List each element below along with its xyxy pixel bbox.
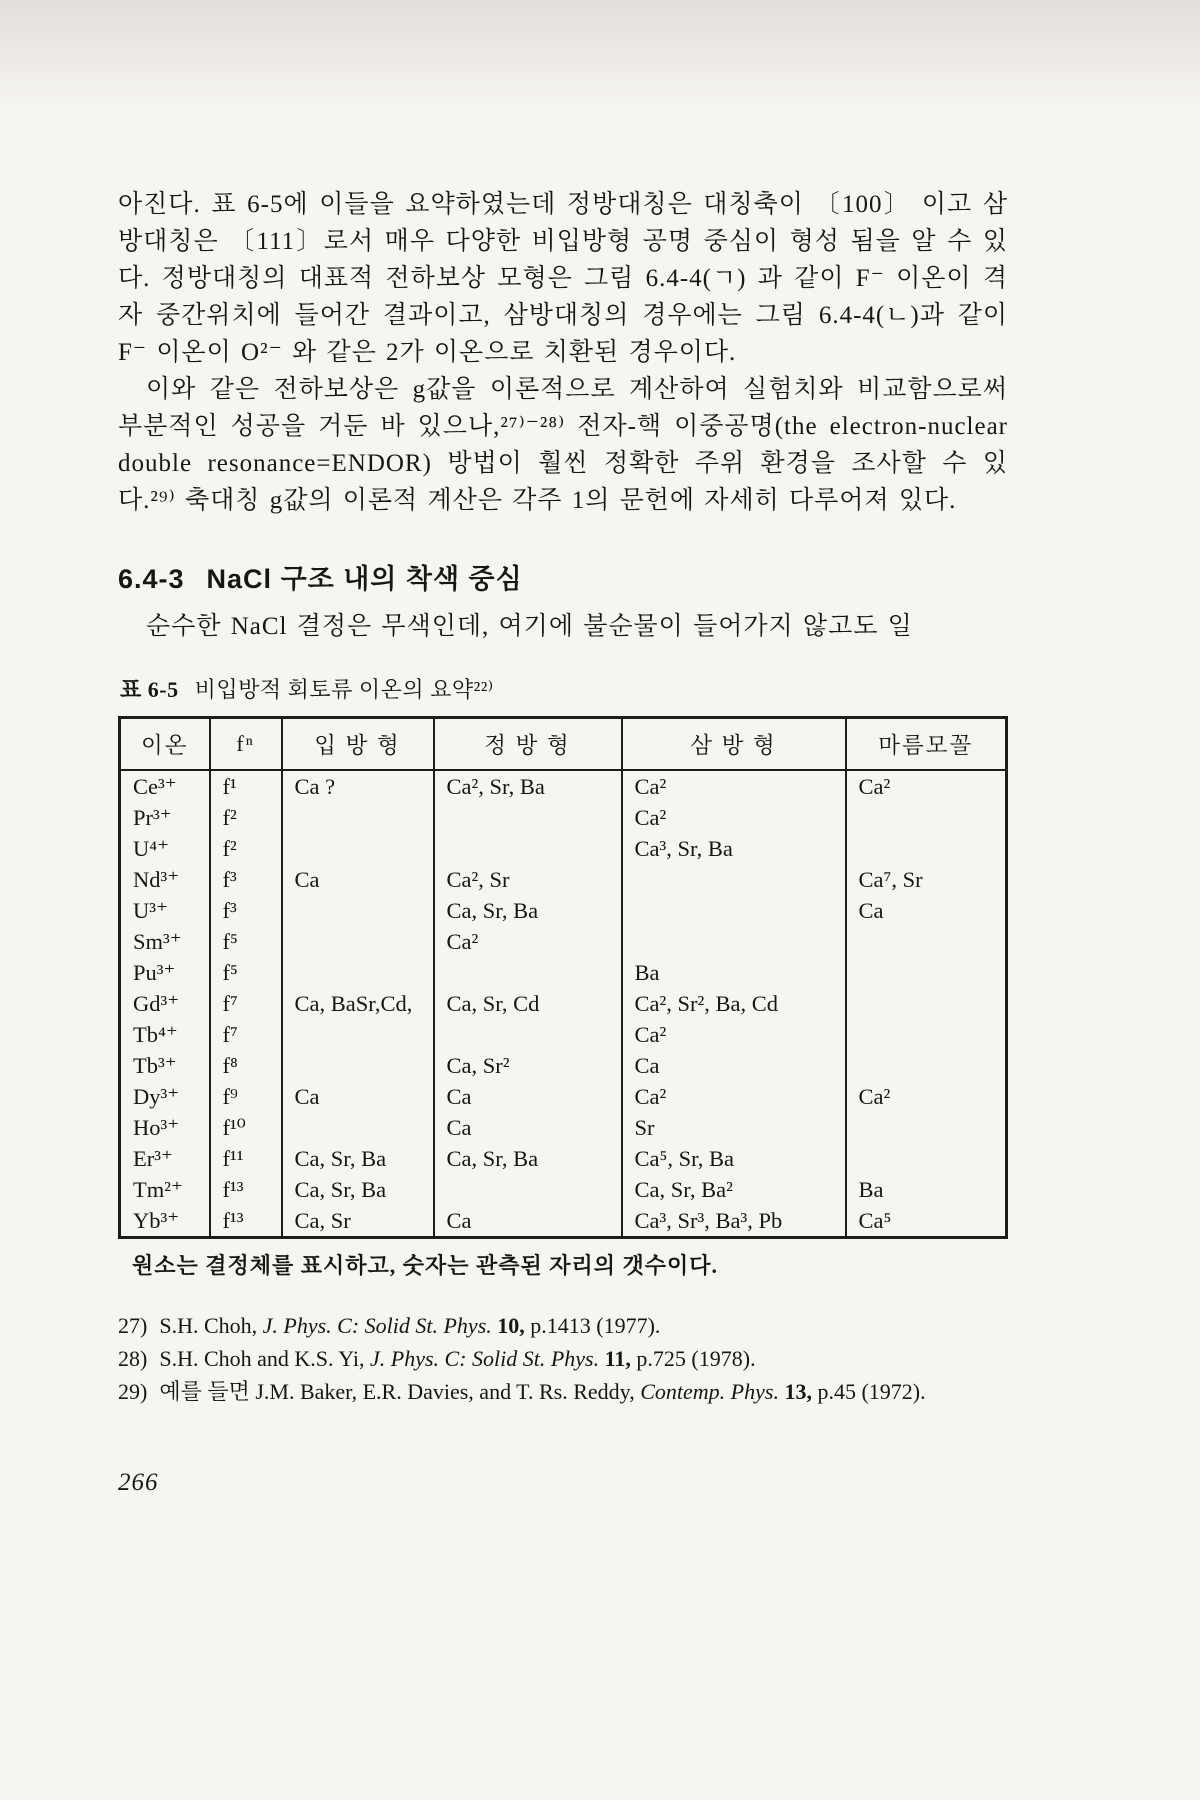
table-cell: Ca, BaSr,Cd, (282, 988, 434, 1019)
table-cell: Yb³⁺ (133, 1207, 180, 1233)
table-cell: Ca (282, 1081, 434, 1112)
table-cell: f⁹ (210, 1081, 282, 1112)
reference-item (118, 1310, 1008, 1341)
table-cell: f³ (210, 895, 282, 926)
table-cell (434, 1019, 622, 1050)
table-cell (846, 1050, 1007, 1081)
table-cell: f¹³ (210, 1205, 282, 1238)
table-cell: U³⁺ (133, 897, 168, 923)
table-footnote: 원소는 결정체를 표시하고, 숫자는 관측된 자리의 갯수이다. (132, 1253, 719, 1278)
reference-text: 11, (604, 1346, 631, 1371)
table-cell: f¹³ (210, 1174, 282, 1205)
table-row (120, 957, 1007, 988)
table-cell: Ca, Sr, Ba (282, 1174, 434, 1205)
table-cell: Ca (434, 1081, 622, 1112)
table-cell: Gd³⁺ (133, 990, 180, 1016)
table-cell: f⁵ (210, 957, 282, 988)
table-cell: Ca² (622, 802, 846, 833)
table-cell (846, 1019, 1007, 1050)
table-cell (846, 926, 1007, 957)
table-row (120, 1143, 1007, 1174)
table-row (120, 833, 1007, 864)
table-cell: Ca² (622, 1081, 846, 1112)
page-number: 266 (118, 1469, 159, 1496)
table-cell: Ca, Sr, Cd (434, 988, 622, 1019)
table-cell: Ca² (846, 1081, 1007, 1112)
table-cell: f² (210, 833, 282, 864)
table-cell: Ce³⁺ (133, 773, 177, 799)
reference-text: 13, (784, 1379, 812, 1404)
table-cell: Ca (622, 1050, 846, 1081)
scan-shading (0, 0, 1200, 140)
paragraph-2: 이와 같은 전하보상은 g값을 이론적으로 계산하여 실험치와 비교함으로써 부분적인 성공을 거둔 바 있으나,²⁷⁾⁻²⁸⁾ 전자-핵 이중공명(the electron-nuclear double resonance=ENDOR) 방법이 훨씬 정확한 주위 환경을 조사할 수 있다.²⁹⁾ 축대칭 g값의 이론적 계산은 각주 1의 문헌에 자세히 다루어져 있다. (118, 376, 1008, 514)
reference-number: 27) (118, 1313, 148, 1338)
table-header-cell: 마름모꼴 (846, 718, 1007, 771)
table-header-cell: 이온 (120, 718, 210, 771)
table-cell: Ca² (846, 770, 1007, 802)
table-cell (846, 1112, 1007, 1143)
table-cell (622, 864, 846, 895)
table-cell: Ca, Sr² (434, 1050, 622, 1081)
table-row (120, 1112, 1007, 1143)
table-cell: Ca (434, 1112, 622, 1143)
page-content (118, 186, 1008, 1497)
table-cell (282, 833, 434, 864)
table-header-cell: 삼 방 형 (622, 718, 846, 771)
table-row (120, 864, 1007, 895)
table-cell (846, 802, 1007, 833)
reference-text: S.H. Choh, (159, 1313, 263, 1338)
table-cell: Ca³, Sr, Ba (622, 833, 846, 864)
reference-text: p.45 (1972). (811, 1379, 926, 1404)
table-cell: Ca, Sr, Ba (434, 1143, 622, 1174)
table-cell: Ca² (434, 926, 622, 957)
table-cell: Dy³⁺ (133, 1083, 180, 1109)
table-cell (282, 1019, 434, 1050)
reference-item (118, 1376, 1008, 1407)
table-row (120, 1050, 1007, 1081)
table-cell: Ca (282, 864, 434, 895)
section-heading (118, 557, 1008, 596)
table-cell (282, 802, 434, 833)
reference-text: 10, (497, 1313, 525, 1338)
table-cell (282, 1050, 434, 1081)
reference-text: 예를 들면 J.M. Baker, E.R. Davies, and T. Rs. Reddy, (159, 1379, 641, 1404)
table-caption-text: 비입방적 회토류 이온의 요약²²⁾ (194, 677, 494, 702)
references (118, 1310, 1008, 1407)
table-cell: Ca (846, 895, 1007, 926)
table-cell: Ca (434, 1205, 622, 1238)
table-cell: Nd³⁺ (133, 866, 180, 892)
table-cell: Sm³⁺ (133, 928, 182, 954)
reference-text: J. Phys. C: Solid St. Phys. (369, 1346, 600, 1371)
table-cell (282, 957, 434, 988)
table-cell (434, 1174, 622, 1205)
table-header-cell: fⁿ (210, 718, 282, 771)
section-title: NaCl 구조 내의 착색 중심 (206, 564, 523, 594)
table-cell (434, 833, 622, 864)
table-cell: U⁴⁺ (133, 835, 169, 861)
table-cell: Pu³⁺ (133, 959, 176, 985)
table-cell: Ca⁷, Sr (846, 864, 1007, 895)
rare-earth-ion-table (118, 716, 1008, 1239)
table-cell: Ca ? (282, 770, 434, 802)
table-cell: f⁸ (210, 1050, 282, 1081)
table-row (120, 1174, 1007, 1205)
table-cell: Ca, Sr, Ba (282, 1143, 434, 1174)
table-cell (846, 1143, 1007, 1174)
table-cell (622, 926, 846, 957)
table-cell: Ho³⁺ (133, 1114, 180, 1140)
table-cell: Ca⁵ (846, 1205, 1007, 1238)
table-body (120, 770, 1007, 1238)
table-cell (622, 895, 846, 926)
table-cell: Ca², Sr, Ba (434, 770, 622, 802)
reference-text: p.725 (1978). (630, 1346, 756, 1371)
table-row (120, 1019, 1007, 1050)
paragraph-3: 순수한 NaCl 결정은 무색인데, 여기에 불순물이 들어가지 않고도 일 (146, 613, 913, 640)
table-cell: Ca² (622, 1019, 846, 1050)
table-cell: Pr³⁺ (133, 804, 172, 830)
table-cell: Tm²⁺ (133, 1176, 183, 1202)
table-cell: f⁷ (210, 988, 282, 1019)
table-caption (120, 673, 1008, 704)
table-cell: Ca², Sr (434, 864, 622, 895)
table-caption-label: 표 6-5 (120, 677, 179, 702)
table-cell: f¹ (210, 770, 282, 802)
table-row (120, 1205, 1007, 1238)
table-cell: Ba (622, 957, 846, 988)
reference-text: S.H. Choh and K.S. Yi, (159, 1346, 370, 1371)
paragraph-1: 아진다. 표 6-5에 이들을 요약하였는데 정방대칭은 대칭축이 〔100〕 이고 삼방대칭은 〔111〕로서 매우 다양한 비입방형 공명 중심이 형성 됨을 알 수 있다. 정방대칭의 대표적 전하보상 모형은 그림 6.4-4(ㄱ) 과 같이 F⁻ 이온이 격자 중간위치에 들어간 결과이고, 삼방대칭의 경우에는 그림 6.4-4(ㄴ)과 같이 F⁻ 이온이 O²⁻ 와 같은 2가 이온으로 치환된 경우이다. (118, 191, 1008, 366)
table-cell (434, 802, 622, 833)
table-cell (846, 988, 1007, 1019)
section-number: 6.4-3 (118, 564, 185, 594)
table-cell: Ca⁵, Sr, Ba (622, 1143, 846, 1174)
reference-number: 29) (118, 1379, 148, 1404)
table-cell: Sr (622, 1112, 846, 1143)
reference-item (118, 1343, 1008, 1374)
table-cell: f¹⁰ (210, 1112, 282, 1143)
table-cell: Tb⁴⁺ (133, 1021, 178, 1047)
table-cell: Ca, Sr (282, 1205, 434, 1238)
table-cell (434, 957, 622, 988)
table-cell: Ba (846, 1174, 1007, 1205)
table-row (120, 802, 1007, 833)
table-row (120, 895, 1007, 926)
reference-text: p.1413 (1977). (524, 1313, 661, 1338)
table-cell (846, 833, 1007, 864)
table-cell: f² (210, 802, 282, 833)
table-cell: f⁵ (210, 926, 282, 957)
table-cell: Ca, Sr, Ba (434, 895, 622, 926)
table-cell: Ca² (622, 770, 846, 802)
table-header-cell: 정 방 형 (434, 718, 622, 771)
table-cell: Ca², Sr², Ba, Cd (622, 988, 846, 1019)
table-row (120, 1081, 1007, 1112)
table-cell: f³ (210, 864, 282, 895)
table-cell: Tb³⁺ (133, 1052, 177, 1078)
table-cell (282, 1112, 434, 1143)
table-row (120, 988, 1007, 1019)
reference-text: Contemp. Phys. (640, 1379, 779, 1404)
reference-number: 28) (118, 1346, 148, 1371)
table-cell (282, 926, 434, 957)
table-row (120, 770, 1007, 802)
table-header-cell: 입 방 형 (282, 718, 434, 771)
table-cell: Ca³, Sr³, Ba³, Pb (622, 1205, 846, 1238)
table-cell: f¹¹ (210, 1143, 282, 1174)
reference-text: J. Phys. C: Solid St. Phys. (262, 1313, 492, 1338)
table-cell: Ca, Sr, Ba² (622, 1174, 846, 1205)
table-cell: Er³⁺ (133, 1145, 173, 1171)
table-cell (846, 957, 1007, 988)
table-header-row (120, 718, 1007, 771)
table-cell: f⁷ (210, 1019, 282, 1050)
table-cell (282, 895, 434, 926)
table-row (120, 926, 1007, 957)
